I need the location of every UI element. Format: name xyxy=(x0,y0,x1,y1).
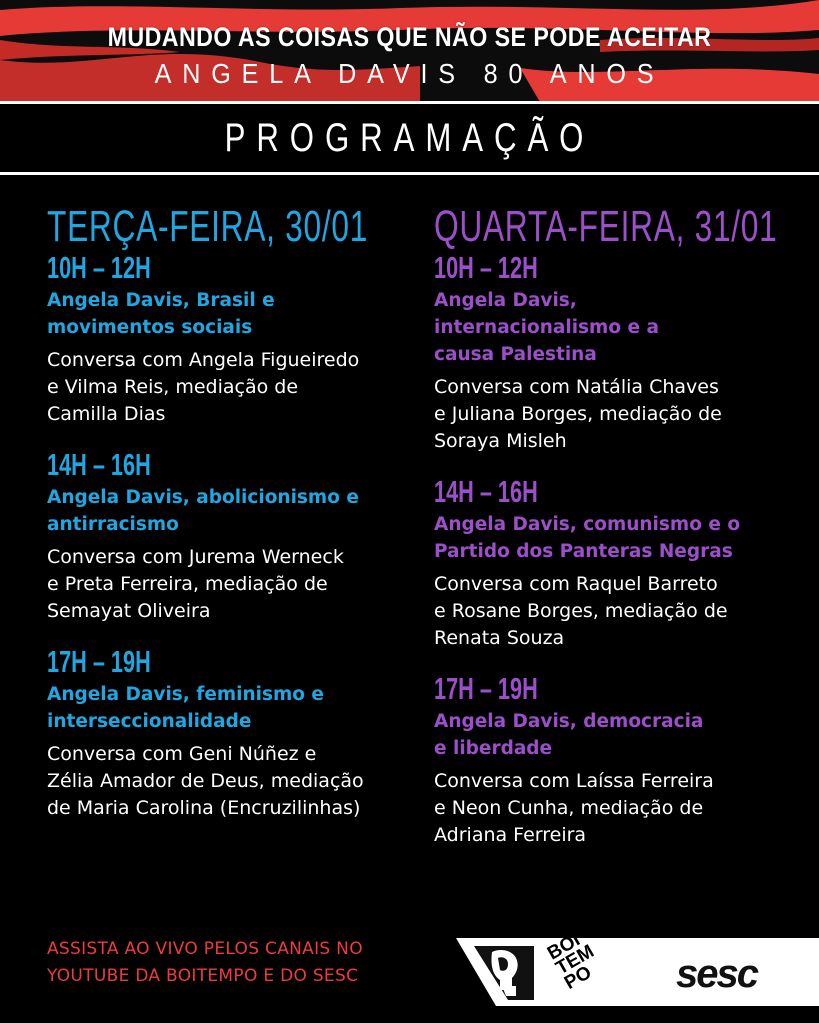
session-description: Conversa com Jurema Werneck e Preta Ferreira, mediação de Semayat Oliveira xyxy=(47,546,344,622)
session-time: 10H – 12H xyxy=(434,250,538,285)
session-description: Conversa com Angela Figueiredo e Vilma Reis, mediação de Camilla Dias xyxy=(47,349,360,425)
day-column-wednesday xyxy=(434,202,814,849)
session-topic: Angela Davis, feminismo e interseccionalidade xyxy=(47,684,324,732)
session xyxy=(434,672,814,849)
day-column-tuesday xyxy=(47,202,427,822)
day-heading: TERÇA-FEIRA, 30/01 xyxy=(47,202,369,251)
day-heading: QUARTA-FEIRA, 31/01 xyxy=(434,202,778,251)
session-topic: Angela Davis, Brasil e movimentos sociais xyxy=(47,290,275,338)
boitempo-logo: BOI TEM PO xyxy=(544,929,598,994)
sesc-logo: sesc xyxy=(676,952,757,996)
live-stream-notice: ASSISTA AO VIVO PELOS CANAIS NO YOUTUBE DA BOITEMPO E DO SESC xyxy=(47,939,363,986)
session-description: Conversa com Laíssa Ferreira e Neon Cunha, mediação de Adriana Ferreira xyxy=(434,770,714,846)
logo-panel xyxy=(456,938,819,1006)
header-banner xyxy=(0,0,819,102)
session-time: 17H – 19H xyxy=(434,671,538,706)
session-time: 17H – 19H xyxy=(47,644,151,679)
session-topic: Angela Davis, abolicionismo e antirracismo xyxy=(47,487,359,535)
session xyxy=(47,645,427,822)
session-topic: Angela Davis, democracia e liberdade xyxy=(434,711,704,759)
divider-bottom xyxy=(0,172,819,175)
session-description: Conversa com Raquel Barreto e Rosane Borges, mediação de Renata Souza xyxy=(434,573,728,649)
section-title: PROGRAMAÇÃO xyxy=(224,116,595,160)
session-description: Conversa com Natália Chaves e Juliana Borges, mediação de Soraya Misleh xyxy=(434,376,722,452)
session xyxy=(47,251,427,428)
session-time: 14H – 16H xyxy=(434,474,538,509)
session xyxy=(434,475,814,652)
session xyxy=(434,251,814,455)
session-topic: Angela Davis, internacionalismo e a causa Palestina xyxy=(434,290,659,365)
event-subtitle: ANGELA DAVIS 80 ANOS xyxy=(154,58,665,89)
session-time: 14H – 16H xyxy=(47,447,151,482)
session-topic: Angela Davis, comunismo e o Partido dos Panteras Negras xyxy=(434,514,741,562)
session-time: 10H – 12H xyxy=(47,250,151,285)
session-description: Conversa com Geni Núñez e Zélia Amador de Deus, mediação de Maria Carolina (Encruzilinhas) xyxy=(47,743,364,819)
divider-top xyxy=(0,101,819,104)
event-title: MUDANDO AS COISAS QUE NÃO SE PODE ACEITAR xyxy=(107,22,712,52)
session xyxy=(47,448,427,625)
